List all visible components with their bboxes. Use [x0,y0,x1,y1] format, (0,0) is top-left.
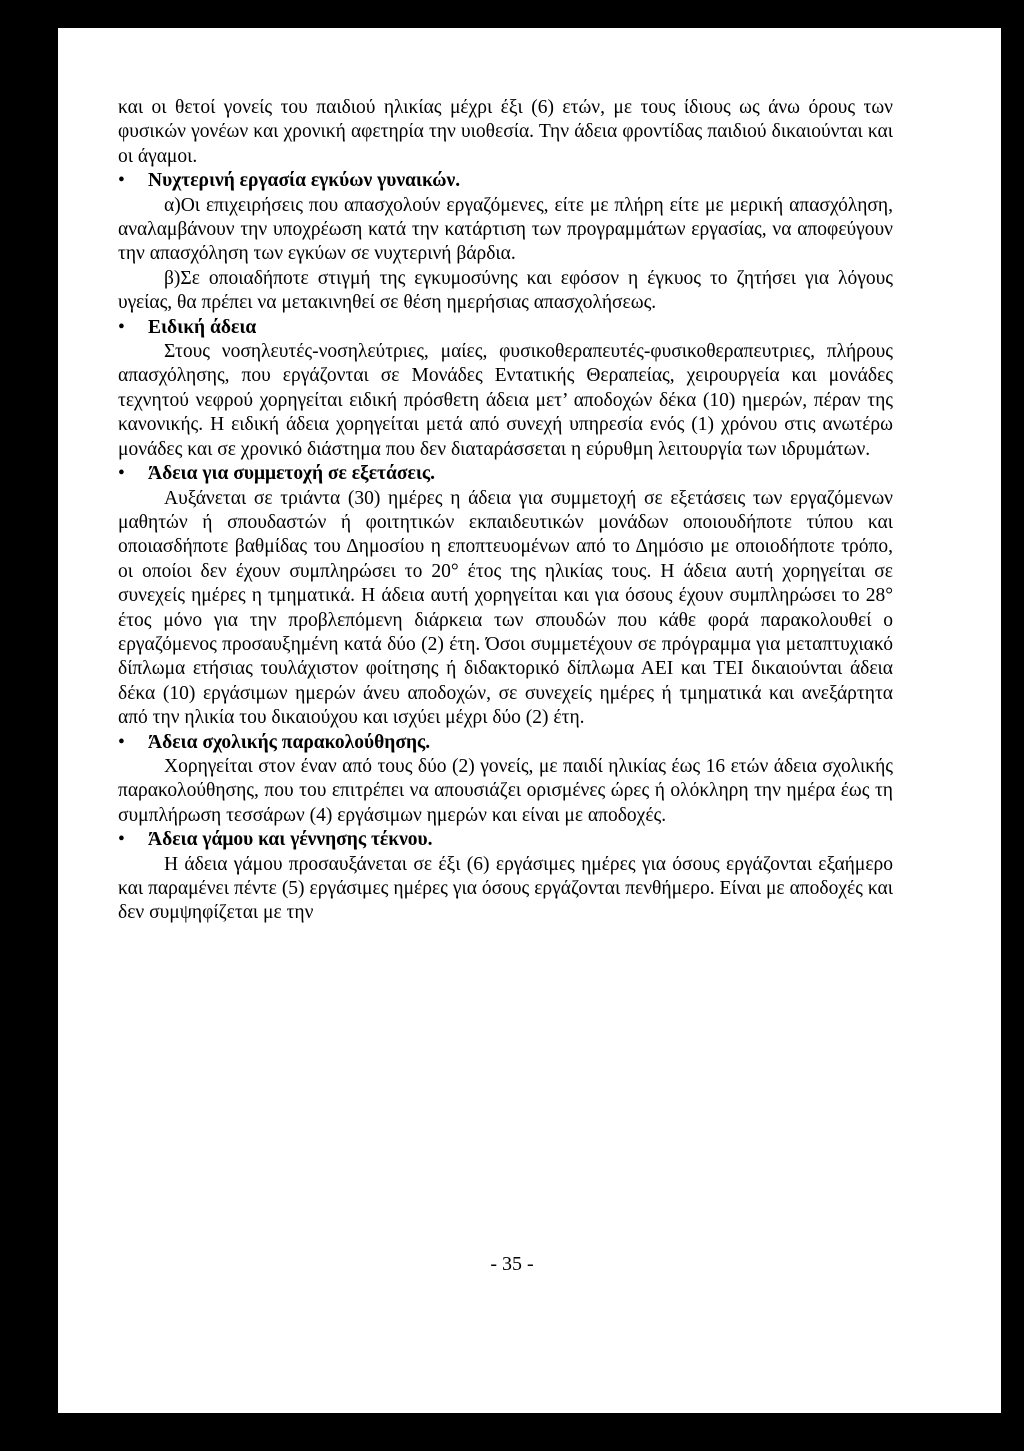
page-number: - 35 - [490,1253,534,1275]
bullet-school-leave [118,731,893,755]
bullet-icon: • [118,731,125,753]
bullet-icon: • [118,463,125,485]
bullet-marriage-leave [118,828,893,852]
paragraph-night-work-a: α)Οι επιχειρήσεις που απασχολούν εργαζόμενες, είτε με πλήρη είτε με μερική απασχόληση, αναλαμβάνουν την υποχρέωση κατά την κατάρτιση των προγραμμάτων εργασίας, να αποφεύγουν την απασχόληση των εγκύων σε νυχτερινή βάρδια. [118,194,893,265]
paragraph-school-leave: Χορηγείται στον έναν από τους δύο (2) γονείς, με παιδί ηλικίας έως 16 ετών άδεια σχολικής παρακολούθησης, που του επιτρέπει να απουσιάζει ορισμένες ώρες ή ολόκληρη την ημέρα έως τη συμπλήρωση τεσσάρων (4) εργάσιμων ημερών και είναι με αποδοχές. [118,755,893,826]
paragraph-exam-leave: Αυξάνεται σε τριάντα (30) ημέρες η άδεια για συμμετοχή σε εξετάσεις των εργαζόμενων μαθητών ή σπουδαστών ή φοιτητικών εκπαιδευτικών μονάδων οποιουδήποτε τύπου και οποιασδήποτε βαθμίδας του Δημοσίου η εποπτευομένων από το Δημόσιο με οποιοδήποτε τρόπο, οι οποίοι δεν έχουν συμπληρώσει το 20° έτος της ηλικίας τους. Η άδεια αυτή χορηγείται σε συνεχείς ημέρες η τμηματικά. Η άδεια αυτή χορηγείται και για όσους έχουν συμπληρώσει το 28° έτος μόνο για την προβλεπόμενη διάρκεια των σπουδών που κάθε φορά παρακολουθεί ο εργαζόμενος προσαυξημένη κατά δύο (2) έτη. Όσοι συμμετέχουν σε πρόγραμμα για μεταπτυχιακό δίπλωμα ετήσιας τουλάχιστον φοίτησης ή διδακτορικό δίπλωμα ΑΕΙ και ΤΕΙ δικαιούνται άδεια δέκα (10) εργάσιμων ημερών άνευ αποδοχών, σε συνεχείς ημέρες ή τμηματικά και ανεξάρτητα από την ηλικία του δικαιούχου και ισχύει μέχρι δύο (2) έτη. [118,487,893,729]
paragraph-adoptive-parents: και οι θετοί γονείς του παιδιού ηλικίας μέχρι έξι (6) ετών, με τους ίδιους ως άνω όρους των φυσικών γονέων και χρονική αφετηρία την υιοθεσία. Την άδεια φροντίδας παιδιού δικαιούνται και οι άγαμοι. [118,97,893,167]
heading-exam-leave: Άδεια για συμμετοχή σε εξετάσεις. [148,463,436,485]
bullet-icon: • [118,170,125,192]
bullet-special-leave [118,316,893,340]
paragraph-night-work-b: β)Σε οποιαδήποτε στιγμή της εγκυμοσύνης και εφόσον η έγκυος το ζητήσει για λόγους υγείας, θα πρέπει να μετακινηθεί σε θέση ημερήσιας απασχολήσεως. [118,267,893,314]
document-body [118,96,893,926]
heading-night-work: Νυχτερινή εργασία εγκύων γυναικών. [148,170,461,192]
heading-school-leave: Άδεια σχολικής παρακολούθησης. [148,731,431,753]
paragraph-special-leave: Στους νοσηλευτές-νοσηλεύτριες, μαίες, φυσικοθεραπευτές-φυσικοθεραπευτριες, πλήρους απασχόλησης, που εργάζονται σε Μονάδες Εντατικής Θεραπείας, χειρουργεία και μονάδες τεχνητού νεφρού χορηγείται ειδική πρόσθετη άδεια μετ’ αποδοχών δέκα (10) ημερών, πέραν της κανονικής. Η ειδική άδεια χορηγείται μετά από συνεχή υπηρεσία ενός (1) χρόνου στις ανωτέρω μονάδες και σε χρονικό διάστημα που δεν διαταράσσεται η εύρυθμη λειτουργία των ιδρυμάτων. [118,341,893,460]
heading-special-leave: Ειδική άδεια [148,316,257,338]
bullet-icon: • [118,829,125,851]
paragraph-marriage-leave: Η άδεια γάμου προσαυξάνεται σε έξι (6) εργάσιμες ημέρες για όσους εργάζονται εξαήμερο και παραμένει πέντε (5) εργάσιμες ημέρες για όσους εργάζονται πενθήμερο. Είναι με αποδοχές και δεν συμψηφίζεται με την [118,853,893,924]
bullet-night-work [118,169,893,193]
heading-marriage-leave: Άδεια γάμου και γέννησης τέκνου. [148,829,433,851]
bullet-exam-leave [118,462,893,486]
bullet-icon: • [118,316,125,338]
